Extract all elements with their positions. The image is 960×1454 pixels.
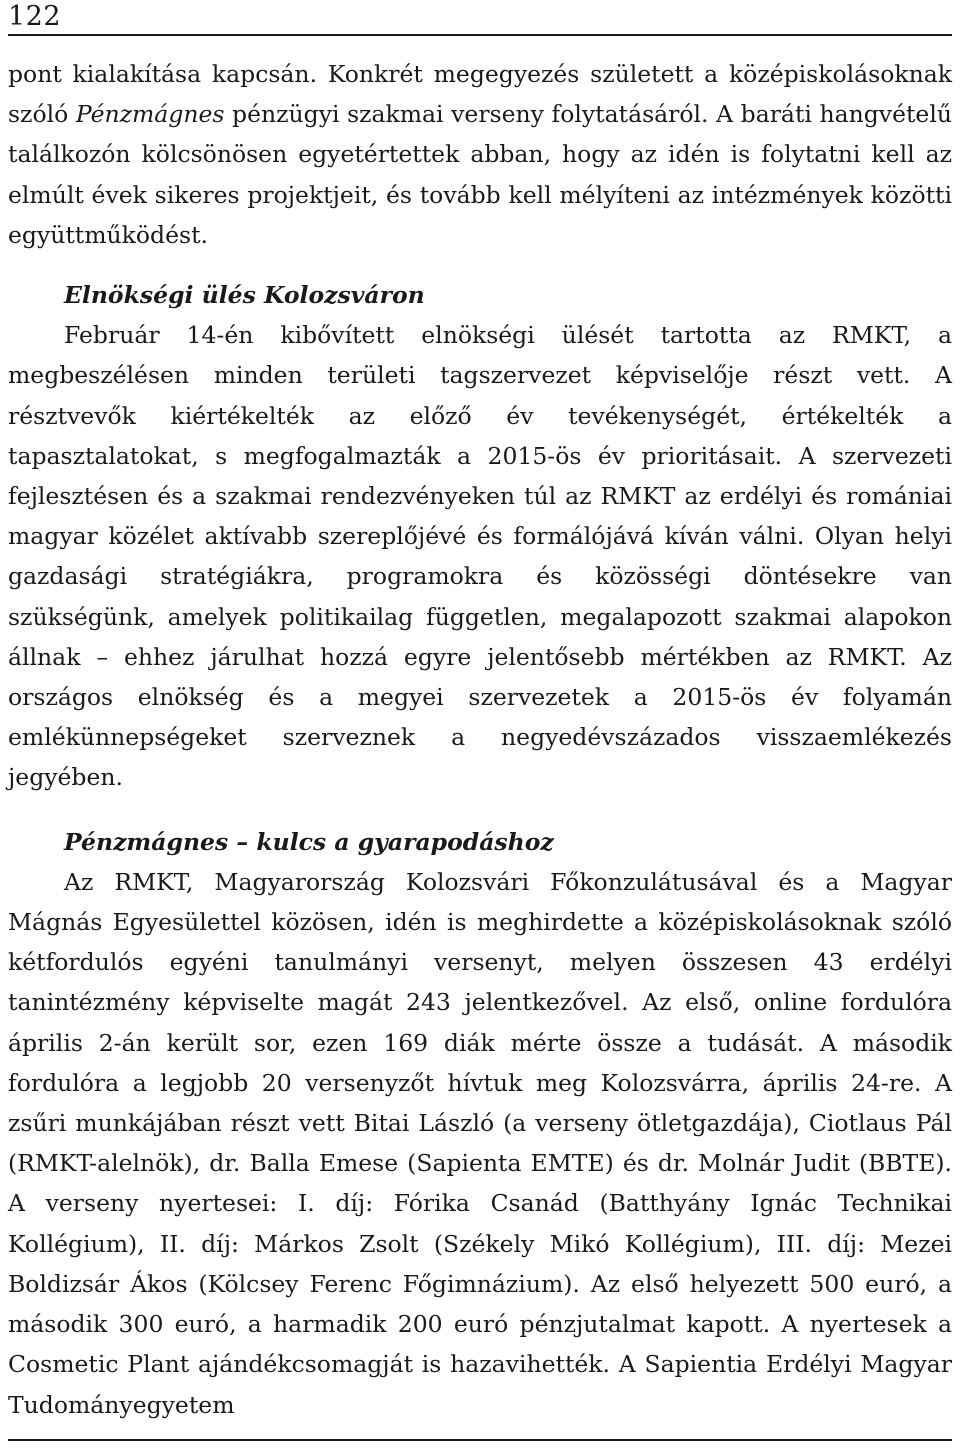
section-heading-elnoksegi-ules: Elnökségi ülés Kolozsváron	[64, 281, 425, 310]
section-spacer	[8, 798, 952, 822]
intro-paragraph	[8, 54, 952, 255]
intro-text-start: pont kialakítása kapcsán. Konkrét megegyezés született a középiskolásoknak szóló	[8, 60, 952, 129]
section-body-elnoksegi-ules: Február 14-én kibővített elnökségi ülését tartotta az RMKT, a megbeszélésen minden területi tagszervezet képviselője részt vett. A résztvevők kiértékelték az előző év tevékenységét, értékelték a tapasztalatokat, s megfogalmazták a 2015-ös év prioritásait. A szervezeti fejlesztésen és a szakmai rendezvényeken túl az RMKT az erdélyi és romániai magyar közélet aktívabb szereplőjévé és formálójává kíván válni. Olyan helyi gazdasági stratégiákra, programokra és közösségi döntésekre van szükségünk, amelyek politikailag független, megalapozott szakmai alapokon állnak – ehhez járulhat hozzá egyre jelentősebb mértékben az RMKT. Az országos elnökség és a megyei szervezetek a 2015-ös év folyamán emlékünnepségeket szerveznek a negyedévszázados visszaemlékezés jegyében.	[8, 321, 952, 792]
section-heading-penzmagnes: Pénzmágnes – kulcs a gyarapodáshoz	[64, 827, 554, 856]
section-spacer	[8, 255, 952, 275]
page-number: 122	[8, 1, 62, 32]
page-content	[8, 54, 952, 1425]
footer-rule	[8, 1439, 952, 1441]
header-rule	[8, 34, 952, 36]
section-body-penzmagnes: Az RMKT, Magyarország Kolozsvári Főkonzulátusával és a Magyar Mágnás Egyesülettel közösen, idén is meghirdette a középiskolásoknak szóló kétfordulós egyéni tanulmányi versenyt, melyen összesen 43 erdélyi tanintézmény képviselte magát 243 jelentkezővel. Az első, online fordulóra április 2-án került sor, ezen 169 diák mérte össze a tudását. A második fordulóra a legjobb 20 versenyzőt hívtuk meg Kolozsvárra, április 24-re. A zsűri munkájában részt vett Bitai László (a verseny ötletgazdája), Ciotlaus Pál (RMKT-alelnök), dr. Balla Emese (Sapienta EMTE) és dr. Molnár Judit (BBTE). A verseny nyertesei: I. díj: Fórika Csanád (Batthyány Ignác Technikai Kollégium), II. díj: Márkos Zsolt (Székely Mikó Kollégium), III. díj: Mezei Boldizsár Ákos (Kölcsey Ferenc Főgimnázium). Az első helyezett 500 euró, a második 300 euró, a harmadik 200 euró pénzjutalmat kapott. A nyertesek a Cosmetic Plant ajándékcsomagját is hazavihették. A Sapientia Erdélyi Magyar Tudományegyetem	[8, 867, 952, 1419]
intro-text-end: pénzügyi szakmai verseny folytatásáról. A baráti hangvételű találkozón kölcsönösen egyetértettek abban, hogy az idén is folytatni kell az elmúlt évek sikeres projektjeit, és tovább kell mélyíteni az intézmények közötti együttműködést.	[8, 100, 952, 249]
intro-italic-title: Pénzmágnes	[75, 100, 225, 129]
